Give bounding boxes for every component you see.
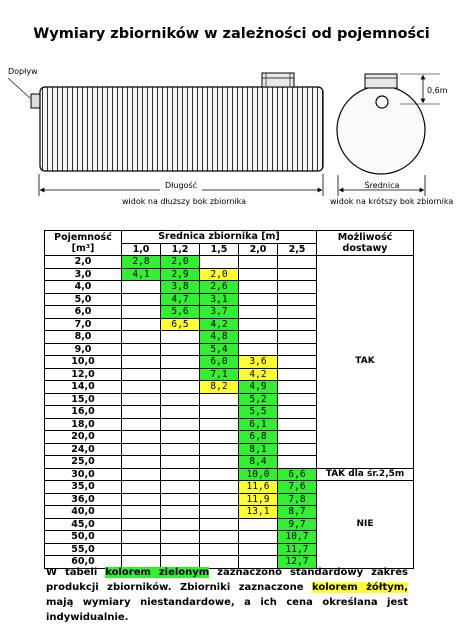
length-cell: [278, 368, 317, 381]
length-cell: [122, 393, 161, 406]
capacity-cell: 36,0: [45, 493, 122, 506]
length-cell: [239, 518, 278, 531]
length-cell: 6,0: [200, 356, 239, 369]
long-side-view: [8, 73, 323, 196]
length-cell: [122, 493, 161, 506]
length-cell: [278, 406, 317, 419]
yellow-highlight: kolorem żółtym,: [311, 582, 408, 593]
tank-body: [40, 87, 323, 171]
length-cell: [122, 468, 161, 481]
length-cell: [122, 281, 161, 294]
length-cell: 2,9: [161, 268, 200, 281]
length-cell: 11,7: [278, 543, 317, 556]
capacity-cell: 3,0: [45, 268, 122, 281]
length-cell: 8,4: [239, 456, 278, 469]
length-cell: [278, 456, 317, 469]
length-cell: 8,7: [278, 506, 317, 519]
length-cell: [239, 256, 278, 269]
length-cell: 3,8: [161, 281, 200, 294]
caption-short-side: widok na krótszy bok zbiornika: [330, 197, 454, 206]
header-diameter-value: 2,0: [239, 243, 278, 256]
length-cell: [278, 418, 317, 431]
length-cell: [200, 418, 239, 431]
length-cell: [161, 481, 200, 494]
short-side-view: [337, 74, 440, 196]
length-cell: 13,1: [239, 506, 278, 519]
length-cell: [161, 518, 200, 531]
header-capacity: Pojemność [m³]: [45, 231, 122, 256]
length-cell: [122, 293, 161, 306]
length-cell: 4,7: [161, 293, 200, 306]
header-diameter-value: 1,5: [200, 243, 239, 256]
length-cell: [239, 281, 278, 294]
length-cell: [278, 318, 317, 331]
length-cell: [200, 506, 239, 519]
length-cell: [239, 543, 278, 556]
length-cell: [200, 443, 239, 456]
length-cell: [161, 493, 200, 506]
length-cell: 4,2: [239, 368, 278, 381]
length-cell: [122, 443, 161, 456]
length-cell: [278, 393, 317, 406]
length-cell: 6,6: [278, 468, 317, 481]
length-cell: 6,1: [239, 418, 278, 431]
length-cell: 5,5: [239, 406, 278, 419]
diameter-label: Średnica: [364, 181, 400, 190]
length-cell: [200, 393, 239, 406]
length-cell: 7,8: [278, 493, 317, 506]
length-cell: [161, 343, 200, 356]
length-cell: [200, 406, 239, 419]
capacity-cell: 25,0: [45, 456, 122, 469]
length-cell: [278, 381, 317, 394]
length-cell: [122, 368, 161, 381]
length-cell: [278, 256, 317, 269]
tank-drawing: [0, 60, 463, 200]
capacity-cell: 20,0: [45, 431, 122, 444]
capacity-cell: 15,0: [45, 393, 122, 406]
capacity-cell: 45,0: [45, 518, 122, 531]
legend-note: W tabeli kolorem zielonym zaznaczono standardowy zakres produkcji zbiorników. Zbiorniki zaznaczone kolorem żółtym, mają wymiary niestandardowe, a ich cena określana jest indywidualnie.: [46, 567, 408, 623]
length-cell: [161, 406, 200, 419]
capacity-cell: 16,0: [45, 406, 122, 419]
green-highlight: kolorem zielonym: [105, 567, 210, 578]
length-cell: 2,0: [161, 256, 200, 269]
length-cell: [161, 468, 200, 481]
length-cell: [122, 318, 161, 331]
length-cell: [161, 506, 200, 519]
length-cell: [200, 481, 239, 494]
length-cell: [278, 331, 317, 344]
length-cell: [200, 468, 239, 481]
length-cell: [122, 356, 161, 369]
length-cell: 11,6: [239, 481, 278, 494]
length-cell: [161, 531, 200, 544]
length-cell: [161, 368, 200, 381]
length-cell: 6,5: [161, 318, 200, 331]
page-title: Wymiary zbiorników w zależności od pojemności: [33, 26, 430, 42]
capacity-cell: 35,0: [45, 481, 122, 494]
header-diameter: Średnica zbiornika [m]: [122, 231, 317, 244]
length-cell: [122, 331, 161, 344]
length-cell: [122, 518, 161, 531]
length-cell: 7,1: [200, 368, 239, 381]
length-cell: [161, 443, 200, 456]
capacity-cell: 18,0: [45, 418, 122, 431]
length-cell: [122, 431, 161, 444]
capacity-cell: 30,0: [45, 468, 122, 481]
length-cell: [239, 331, 278, 344]
length-cell: [122, 481, 161, 494]
length-cell: [200, 543, 239, 556]
length-cell: [239, 306, 278, 319]
length-cell: [200, 531, 239, 544]
length-cell: [122, 531, 161, 544]
dimensions-table: [44, 230, 414, 569]
length-cell: 2,0: [200, 268, 239, 281]
length-cell: [200, 493, 239, 506]
header-diameter-value: 1,2: [161, 243, 200, 256]
capacity-cell: 10,0: [45, 356, 122, 369]
capacity-cell: 7,0: [45, 318, 122, 331]
length-cell: [200, 431, 239, 444]
length-cell: [161, 418, 200, 431]
length-cell: [122, 418, 161, 431]
capacity-cell: 40,0: [45, 506, 122, 519]
length-cell: 8,1: [239, 443, 278, 456]
length-cell: 3,7: [200, 306, 239, 319]
length-cell: 5,6: [161, 306, 200, 319]
capacity-cell: 2,0: [45, 256, 122, 269]
length-cell: [161, 456, 200, 469]
length-cell: 4,2: [200, 318, 239, 331]
length-cell: [161, 393, 200, 406]
capacity-cell: 8,0: [45, 331, 122, 344]
length-cell: [161, 543, 200, 556]
length-cell: 12,7: [278, 556, 317, 569]
length-cell: [161, 381, 200, 394]
length-cell: 4,1: [122, 268, 161, 281]
length-cell: [161, 331, 200, 344]
length-cell: 5,2: [239, 393, 278, 406]
availability-cell: NIE: [317, 481, 414, 569]
length-cell: 11,9: [239, 493, 278, 506]
length-cell: [122, 543, 161, 556]
length-cell: [239, 318, 278, 331]
length-cell: [278, 356, 317, 369]
height-label: 0,6m: [427, 86, 448, 95]
availability-cell: TAK dla śr.2,5m: [317, 468, 414, 481]
length-label: Długość: [164, 181, 198, 190]
capacity-cell: 14,0: [45, 381, 122, 394]
length-cell: 10,7: [278, 531, 317, 544]
length-cell: [200, 456, 239, 469]
length-cell: [161, 356, 200, 369]
length-cell: 3,6: [239, 356, 278, 369]
length-cell: 4,8: [200, 331, 239, 344]
length-cell: 4,9: [239, 381, 278, 394]
inlet-label: Dopływ: [8, 67, 38, 76]
capacity-cell: 24,0: [45, 443, 122, 456]
manhole: [262, 73, 294, 87]
length-cell: 7,6: [278, 481, 317, 494]
length-cell: [278, 281, 317, 294]
capacity-cell: 60,0: [45, 556, 122, 569]
length-cell: 3,1: [200, 293, 239, 306]
length-cell: [122, 456, 161, 469]
length-cell: [278, 293, 317, 306]
length-cell: [239, 268, 278, 281]
capacity-cell: 50,0: [45, 531, 122, 544]
length-cell: [278, 306, 317, 319]
length-cell: [200, 256, 239, 269]
length-cell: 2,6: [200, 281, 239, 294]
length-cell: [122, 381, 161, 394]
length-cell: [122, 506, 161, 519]
table-row: [45, 481, 414, 494]
length-cell: [161, 431, 200, 444]
availability-cell: TAK: [317, 256, 414, 469]
length-cell: 9,7: [278, 518, 317, 531]
header-diameter-value: 2,5: [278, 243, 317, 256]
length-cell: 5,4: [200, 343, 239, 356]
header-availability: Możliwość dostawy: [317, 231, 414, 256]
capacity-cell: 9,0: [45, 343, 122, 356]
capacity-cell: 6,0: [45, 306, 122, 319]
capacity-cell: 4,0: [45, 281, 122, 294]
header-diameter-value: 1,0: [122, 243, 161, 256]
length-cell: [122, 306, 161, 319]
capacity-cell: 12,0: [45, 368, 122, 381]
length-cell: [239, 531, 278, 544]
capacity-cell: 55,0: [45, 543, 122, 556]
caption-long-side: widok na dłuższy bok zbiornika: [122, 197, 247, 206]
length-cell: [239, 293, 278, 306]
length-cell: [278, 443, 317, 456]
length-cell: [278, 343, 317, 356]
length-cell: [239, 343, 278, 356]
capacity-cell: 5,0: [45, 293, 122, 306]
inlet-pipe: [31, 94, 40, 108]
length-cell: 8,2: [200, 381, 239, 394]
length-cell: [122, 343, 161, 356]
table-row: [45, 468, 414, 481]
length-cell: [278, 268, 317, 281]
length-cell: 10,0: [239, 468, 278, 481]
length-cell: [200, 518, 239, 531]
length-cell: 6,8: [239, 431, 278, 444]
table-row: [45, 256, 414, 269]
length-cell: 2,8: [122, 256, 161, 269]
length-cell: [278, 431, 317, 444]
length-cell: [122, 406, 161, 419]
